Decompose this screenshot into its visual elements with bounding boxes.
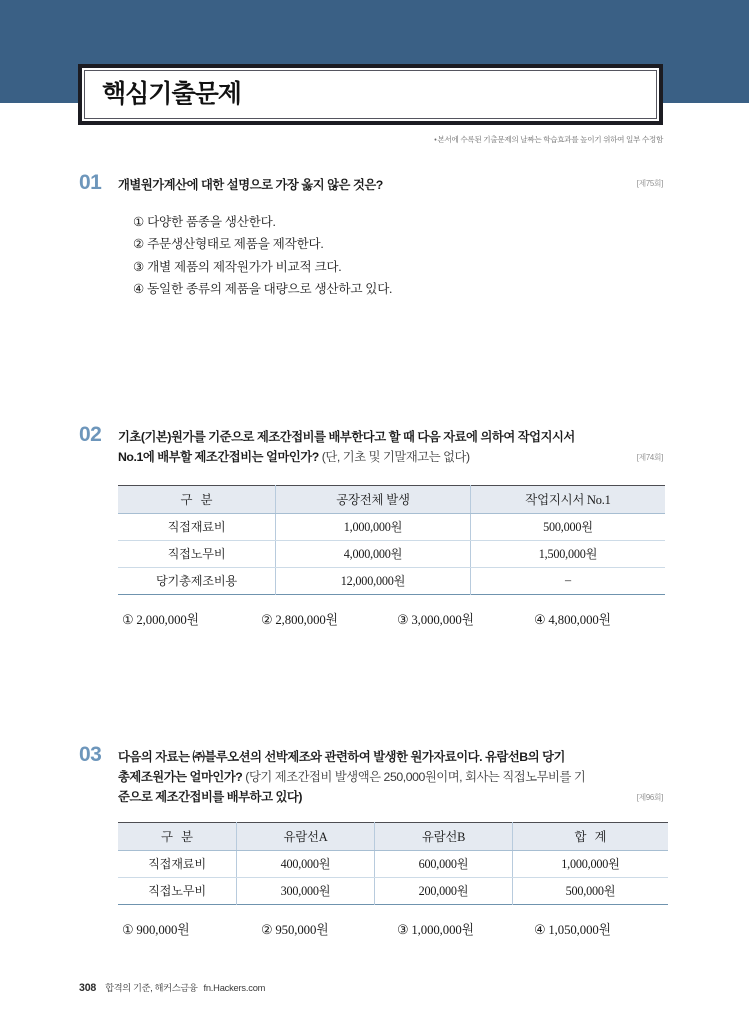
question-block-02 — [0, 423, 749, 628]
choice-item[interactable] — [534, 609, 611, 628]
table-cell: 500,000원 — [471, 513, 666, 540]
table-header-cell: 유람선A — [237, 822, 375, 850]
note-bullet-icon: • — [434, 137, 437, 144]
page-title-box — [78, 64, 663, 125]
question-03-table-head — [118, 822, 668, 850]
choice-text: 동일한 종류의 제품을 대량으로 생산하고 있다. — [147, 282, 393, 297]
choice-text: 2,800,000원 — [275, 612, 338, 627]
question-03-table-body — [118, 850, 668, 904]
table-header-row — [118, 485, 665, 513]
table-cell: 1,000,000원 — [513, 850, 669, 877]
table-row — [118, 567, 665, 594]
choice-item[interactable] — [122, 919, 261, 938]
choice-text: 다양한 품종을 생산한다. — [147, 215, 276, 229]
question-02-header — [0, 423, 749, 468]
choice-marker-icon: ③ — [133, 259, 145, 274]
table-cell: 600,000원 — [375, 850, 513, 877]
table-row — [118, 513, 665, 540]
table-cell: 500,000원 — [513, 877, 669, 904]
footer-brand: 합격의 기준, 해커스금융 — [105, 983, 198, 993]
table-header-cell: 공장전체 발생 — [276, 485, 471, 513]
question-02-title-bold: No.1에 배부할 제조간접비는 얼마인가? — [118, 449, 319, 464]
choice-item[interactable] — [397, 919, 534, 938]
table-cell: 직접재료비 — [118, 850, 237, 877]
choice-item[interactable] — [534, 919, 611, 938]
choice-item[interactable] — [133, 278, 749, 300]
question-01-title: 개별원가계산에 대한 설명으로 가장 옳지 않은 것은? — [118, 178, 383, 192]
table-cell: 직접재료비 — [118, 513, 276, 540]
table-header-cell: 구 분 — [118, 485, 276, 513]
question-03-title-line3: 준으로 제조간접비를 배부하고 있다) — [118, 789, 302, 804]
choice-text: 4,800,000원 — [548, 612, 611, 627]
question-01-exam-label: [제75회] — [636, 179, 663, 188]
editorial-note — [434, 134, 663, 145]
table-cell: 1,500,000원 — [471, 540, 666, 567]
question-03-title-paren: (당기 제조간접비 발생액은 250,000원이며, 회사는 직접노무비를 기 — [245, 769, 586, 784]
choice-marker-icon: ③ — [397, 612, 409, 627]
table-header-cell: 유람선B — [375, 822, 513, 850]
choice-item[interactable] — [122, 609, 261, 628]
table-header-cell: 작업지시서 No.1 — [471, 485, 666, 513]
table-cell: 직접노무비 — [118, 540, 276, 567]
table-cell: 12,000,000원 — [276, 567, 471, 594]
table-cell: – — [471, 567, 666, 594]
table-header-cell: 합 계 — [513, 822, 669, 850]
question-01-number: 01 — [79, 171, 102, 194]
choice-text: 1,000,000원 — [411, 922, 474, 937]
table-row — [118, 540, 665, 567]
note-text: 본서에 수록된 기출문제의 날짜는 학습효과를 높이기 위하여 일부 수정함 — [437, 135, 663, 144]
table-cell: 300,000원 — [237, 877, 375, 904]
choice-text: 950,000원 — [275, 922, 329, 937]
table-row — [118, 877, 668, 904]
table-cell: 400,000원 — [237, 850, 375, 877]
question-02-exam-label: [제74회] — [636, 453, 663, 462]
question-02-choices — [0, 609, 749, 628]
question-03-choices — [0, 919, 749, 938]
choice-marker-icon: ④ — [133, 282, 145, 297]
choice-text: 900,000원 — [136, 922, 190, 937]
question-block-01 — [0, 171, 749, 301]
question-03-number: 03 — [79, 743, 102, 766]
page-footer — [79, 980, 265, 994]
table-row — [118, 850, 668, 877]
choice-marker-icon: ① — [133, 215, 145, 229]
question-03-title-line1: 다음의 자료는 ㈜블루오션의 선박제조와 관련하여 발생한 원가자료이다. 유람선B의 당기 — [118, 750, 565, 764]
choice-text: 3,000,000원 — [411, 612, 474, 627]
choice-marker-icon: ③ — [397, 922, 409, 937]
question-02-title-line1: 기초(기본)원가를 기준으로 제조간접비를 배부한다고 할 때 다음 자료에 의하여 작업지시서 — [118, 430, 575, 444]
choice-marker-icon: ② — [261, 922, 273, 937]
table-header-row — [118, 822, 668, 850]
footer-page-number: 308 — [79, 982, 97, 994]
question-02-number: 02 — [79, 423, 102, 446]
table-header-cell: 구 분 — [118, 822, 237, 850]
choice-marker-icon: ① — [122, 922, 134, 937]
question-02-title-paren: (단, 기초 및 기말재고는 없다) — [321, 449, 470, 464]
question-01-header — [0, 171, 749, 200]
footer-url[interactable]: fn.Hackers.com — [203, 983, 266, 993]
table-cell: 당기총제조비용 — [118, 567, 276, 594]
choice-text: 1,050,000원 — [548, 922, 611, 937]
question-02-title-line2 — [118, 448, 663, 468]
choice-item[interactable] — [261, 609, 397, 628]
choice-marker-icon: ④ — [534, 922, 546, 937]
question-03-header — [0, 743, 749, 808]
question-02-table-body — [118, 513, 665, 594]
choice-item[interactable] — [397, 609, 534, 628]
choice-text: 2,000,000원 — [136, 612, 199, 627]
choice-item[interactable] — [133, 256, 749, 278]
table-cell: 200,000원 — [375, 877, 513, 904]
choice-item[interactable] — [261, 919, 397, 938]
question-01-choices — [0, 211, 749, 301]
choice-text: 주문생산형태로 제품을 제작한다. — [147, 237, 324, 252]
choice-text: 개별 제품의 제작원가가 비교적 크다. — [147, 259, 342, 274]
choice-marker-icon: ② — [133, 237, 145, 252]
choice-item[interactable] — [133, 233, 749, 255]
question-03-title-line2 — [118, 768, 663, 788]
question-02-table-head — [118, 485, 665, 513]
page-title: 핵심기출문제 — [102, 80, 241, 108]
question-03-table — [118, 822, 668, 905]
choice-marker-icon: ① — [122, 612, 134, 627]
table-cell: 1,000,000원 — [276, 513, 471, 540]
table-cell: 4,000,000원 — [276, 540, 471, 567]
table-cell: 직접노무비 — [148, 884, 206, 899]
question-03-exam-label: [제96회] — [636, 793, 663, 802]
question-03-title-bold: 총제조원가는 얼마인가? — [118, 769, 243, 784]
choice-item[interactable] — [133, 211, 749, 233]
page-title-box-inner — [84, 70, 657, 119]
choice-marker-icon: ② — [261, 612, 273, 627]
question-block-03 — [0, 743, 749, 938]
question-02-table — [118, 485, 665, 595]
choice-marker-icon: ④ — [534, 612, 546, 627]
